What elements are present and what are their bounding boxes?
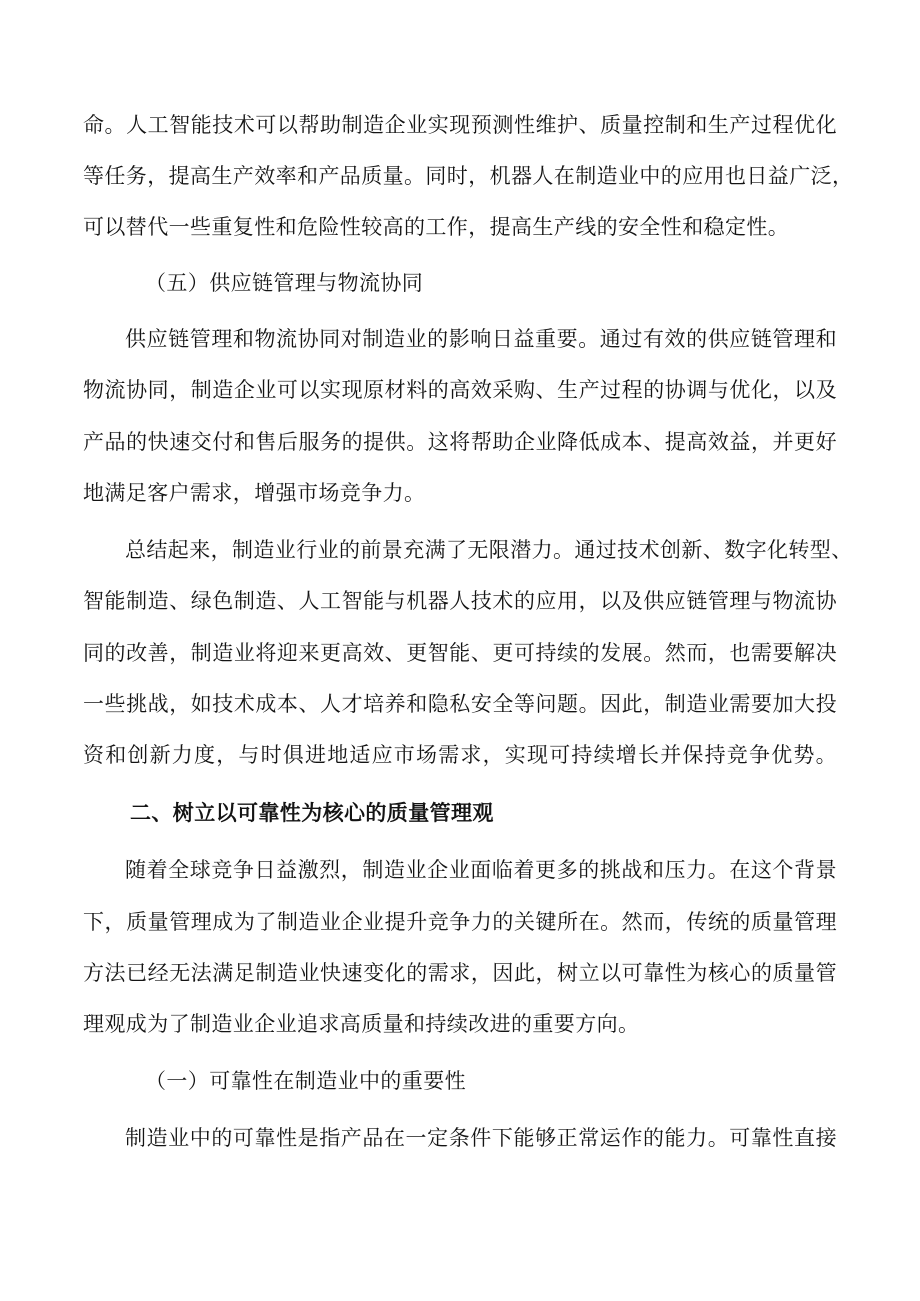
paragraph-line: 同的改善，制造业将迎来更高效、更智能、更可持续的发展。然而，也需要解决 (83, 641, 837, 665)
subheading-supply-chain: （五）供应链管理与物流协同 (145, 271, 424, 295)
paragraph-line: 总结起来，制造业行业的前景充满了无限潜力。通过技术创新、数字化转型、 (125, 538, 853, 562)
paragraph-line: 理观成为了制造业企业追求高质量和持续改进的重要方向。 (83, 1012, 640, 1036)
paragraph-line: 地满足客户需求，增强市场竞争力。 (83, 481, 426, 505)
paragraph-line: 资和创新力度，与时俱进地适应市场需求，实现可持续增长并保持竞争优势。 (83, 743, 837, 767)
paragraph-line: 等任务，提高生产效率和产品质量。同时，机器人在制造业中的应用也日益广泛， (83, 164, 854, 188)
paragraph-line: 随着全球竞争日益激烈，制造业企业面临着更多的挑战和压力。在这个背景 (125, 858, 837, 882)
subheading-reliability: （一）可靠性在制造业中的重要性 (145, 1069, 466, 1093)
paragraph-line: 一些挑战，如技术成本、人才培养和隐私安全等问题。因此，制造业需要加大投 (83, 692, 837, 716)
paragraph-line: 智能制造、绿色制造、人工智能与机器人技术的应用，以及供应链管理与物流协 (83, 589, 837, 613)
paragraph-line: 下，质量管理成为了制造业企业提升竞争力的关键所在。然而，传统的质量管理 (83, 910, 837, 934)
paragraph-line: 命。人工智能技术可以帮助制造企业实现预测性维护、质量控制和生产过程优化 (83, 113, 837, 137)
paragraph-line: 制造业中的可靠性是指产品在一定条件下能够正常运作的能力。可靠性直接 (125, 1126, 837, 1150)
paragraph-line: 产品的快速交付和售后服务的提供。这将帮助企业降低成本、提高效益，并更好 (83, 430, 837, 454)
paragraph-line: 可以替代一些重复性和危险性较高的工作，提高生产线的安全性和稳定性。 (83, 215, 790, 239)
paragraph-line: 物流协同，制造企业可以实现原材料的高效采购、生产过程的协调与优化，以及 (83, 378, 837, 402)
paragraph-line: 方法已经无法满足制造业快速变化的需求，因此，树立以可靠性为核心的质量管 (83, 961, 837, 985)
section-heading: 二、树立以可靠性为核心的质量管理观 (130, 800, 494, 825)
paragraph-line: 供应链管理和物流协同对制造业的影响日益重要。通过有效的供应链管理和 (125, 327, 837, 351)
